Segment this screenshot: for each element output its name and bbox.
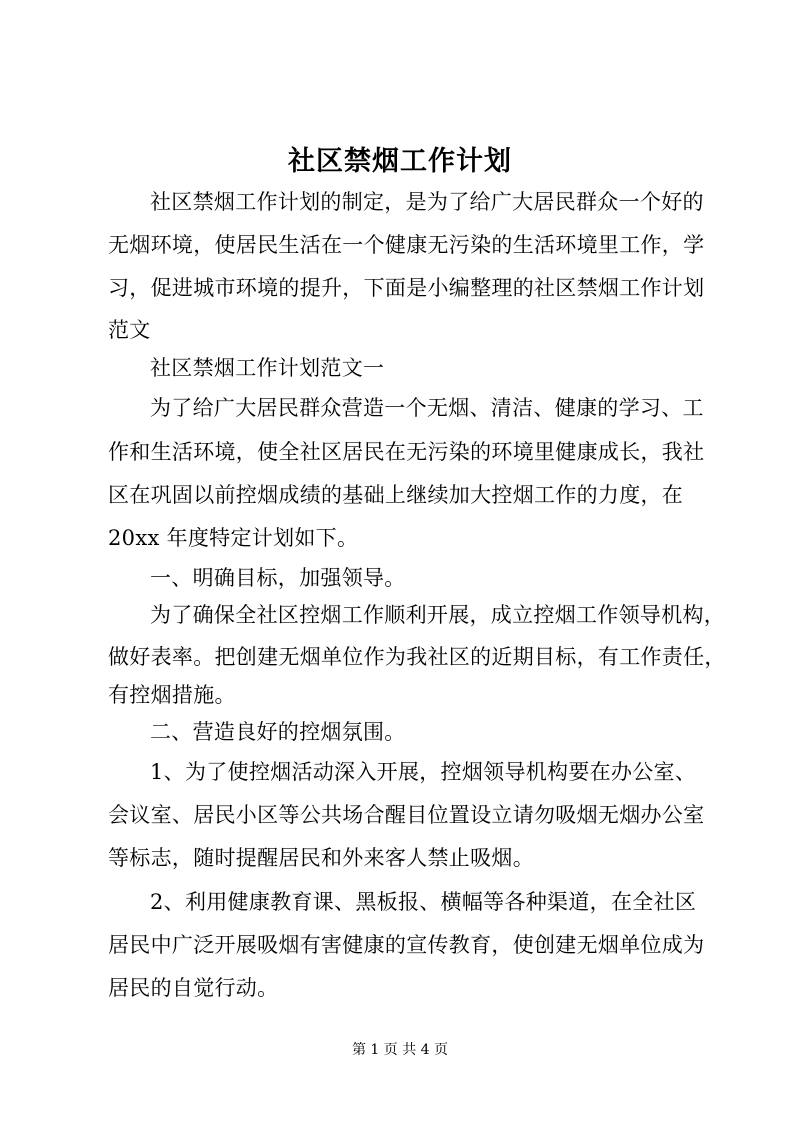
- page-number: 第 1 页 共 4 页: [351, 1042, 449, 1058]
- paragraph-line: 会议室、居民小区等公共场合醒目位置设立请勿吸烟无烟办公室: [108, 803, 705, 827]
- paragraph-line: 等标志，随时提醒居民和外来客人禁止吸烟。: [108, 846, 534, 870]
- section-heading: 二、营造良好的控烟氛围。: [150, 720, 406, 744]
- paragraph-line: 社区禁烟工作计划的制定，是为了给广大居民群众一个好的: [150, 190, 704, 214]
- paragraph-line: 作和生活环境，使全社区居民在无污染的环境里健康成长，我社: [108, 440, 705, 464]
- paragraph-line: 为了给广大居民群众营造一个无烟、清洁、健康的学习、工: [150, 396, 704, 420]
- document-title: 社区禁烟工作计划: [288, 146, 512, 177]
- paragraph-line: 1、为了使控烟活动深入开展，控烟领导机构要在办公室、: [150, 760, 697, 784]
- paragraph-line: 20xx 年度特定计划如下。: [108, 526, 359, 550]
- paragraph-line: 有控烟措施。: [108, 683, 236, 707]
- paragraph-line: 习，促进城市环境的提升，下面是小编整理的社区禁烟工作计划: [108, 276, 705, 300]
- paragraph-line: 为了确保全社区控烟工作顺利开展，成立控烟工作领导机构，: [150, 603, 726, 627]
- paragraph-line: 区在巩固以前控烟成绩的基础上继续加大控烟工作的力度，在: [108, 483, 684, 507]
- paragraph-line: 居民的自觉行动。: [108, 976, 279, 1000]
- section-heading: 一、明确目标，加强领导。: [150, 566, 406, 590]
- paragraph-line: 无烟环境，使居民生活在一个健康无污染的生活环境里工作，学: [108, 233, 705, 257]
- paragraph-line: 居民中广泛开展吸烟有害健康的宣传教育，使创建无烟单位成为: [108, 933, 705, 957]
- paragraph-line: 做好表率。把创建无烟单位作为我社区的近期目标，有工作责任，: [108, 645, 726, 669]
- section-heading: 社区禁烟工作计划范文一: [150, 356, 385, 380]
- paragraph-line: 2、利用健康教育课、黑板报、横幅等各种渠道，在全社区: [150, 890, 697, 914]
- paragraph-line: 范文: [108, 318, 151, 342]
